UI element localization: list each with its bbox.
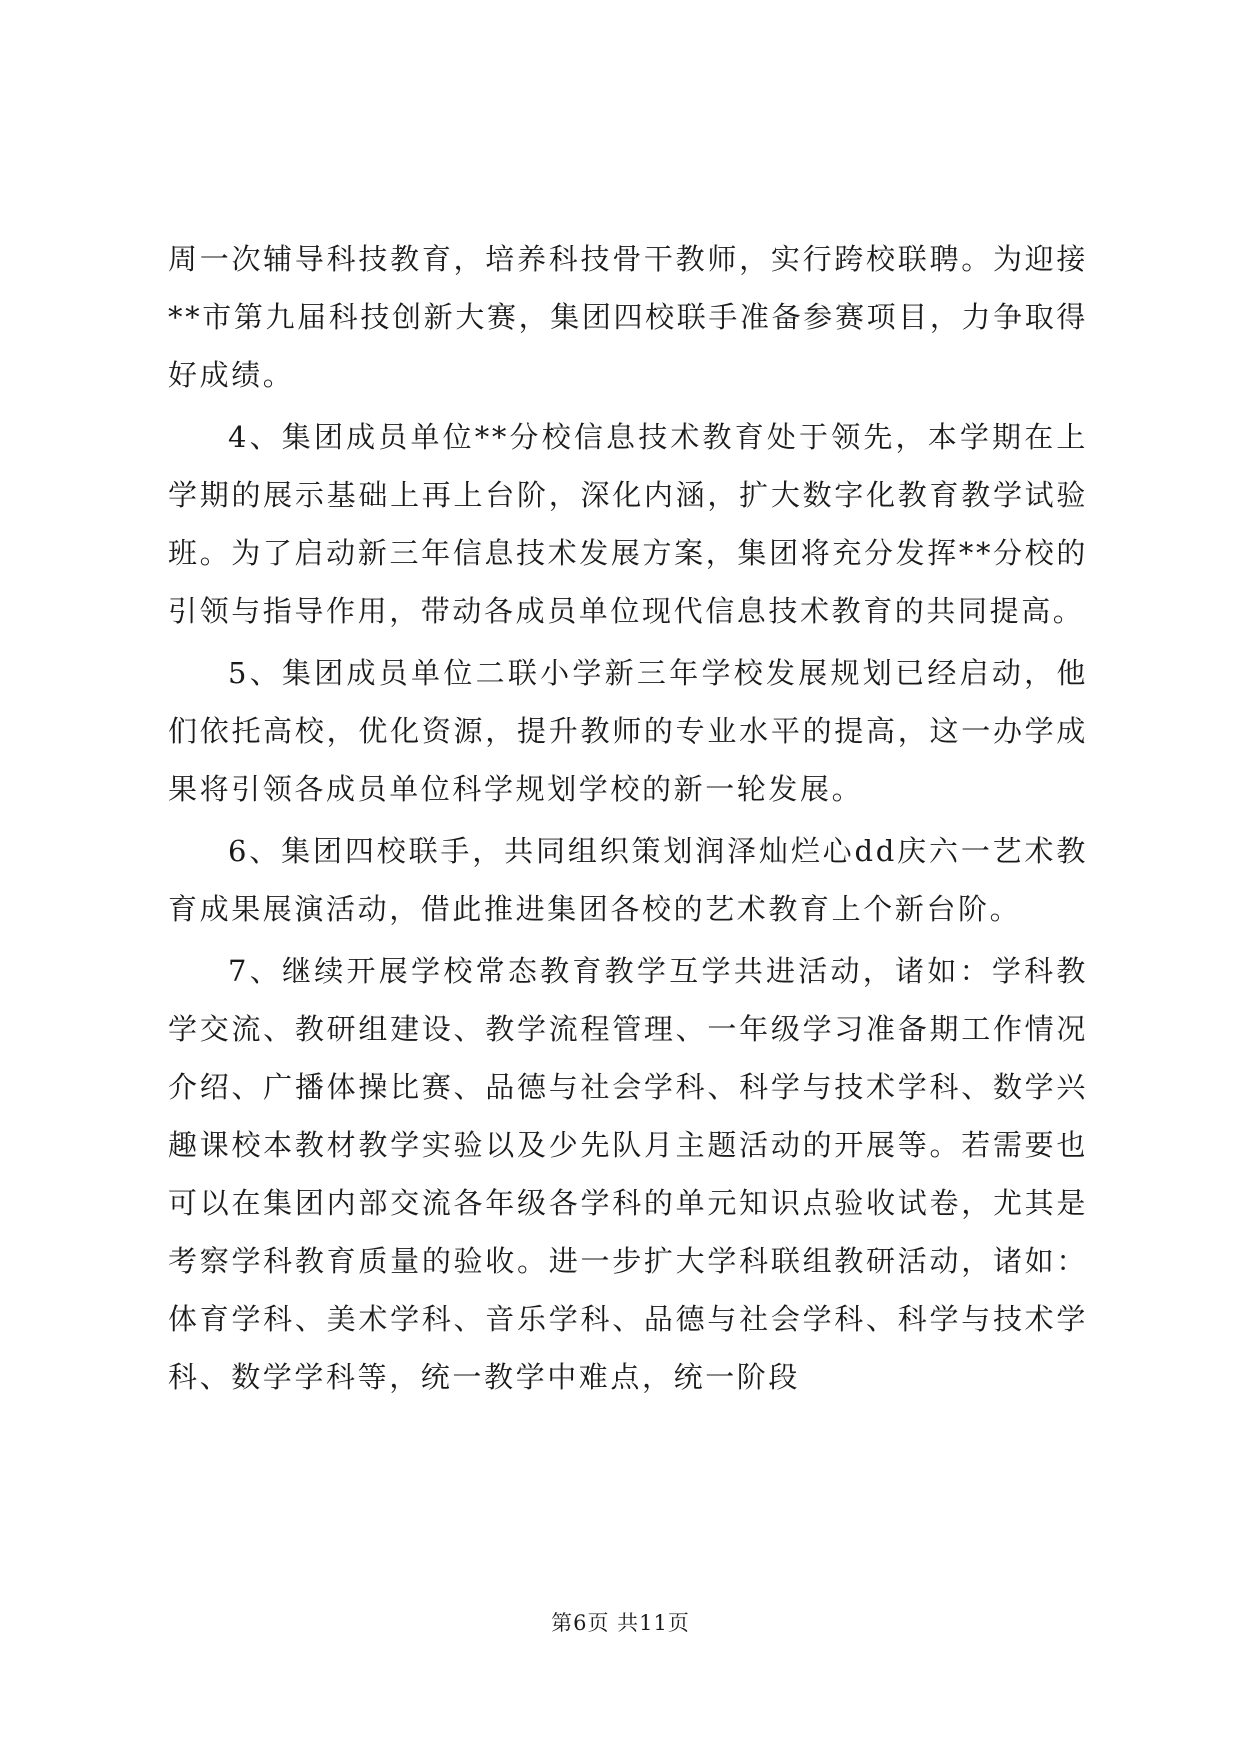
paragraph-3: 5、集团成员单位二联小学新三年学校发展规划已经启动，他们依托高校，优化资源，提升教师的专业水平的提高，这一办学成果将引领各成员单位科学规划学校的新一轮发展。 bbox=[168, 656, 1088, 806]
paragraph-1: 周一次辅导科技教育，培养科技骨干教师，实行跨校联聘。为迎接**市第九届科技创新大赛，集团四校联手准备参赛项目，力争取得好成绩。 bbox=[168, 242, 1088, 392]
paragraph-4: 6、集团四校联手，共同组织策划润泽灿烂心dd庆六一艺术教育成果展演活动，借此推进集团各校的艺术教育上个新台阶。 bbox=[168, 834, 1088, 926]
paragraph-2: 4、集团成员单位**分校信息技术教育处于领先，本学期在上学期的展示基础上再上台阶，深化内涵，扩大数字化教育教学试验班。为了启动新三年信息技术发展方案，集团将充分发挥**分校的引领与指导作用，带动各成员单位现代信息技术教育的共同提高。 bbox=[168, 420, 1088, 628]
document-body bbox=[168, 230, 1088, 1410]
paragraph-5: 7、继续开展学校常态教育教学互学共进活动，诸如：学科教学交流、教研组建设、教学流程管理、一年级学习准备期工作情况介绍、广播体操比赛、品德与社会学科、科学与技术学科、数学兴趣课校本教材教学实验以及少先队月主题活动的开展等。若需要也可以在集团内部交流各年级各学科的单元知识点验收试卷，尤其是考察学科教育质量的验收。进一步扩大学科联组教研活动，诸如：体育学科、美术学科、音乐学科、品德与社会学科、科学与技术学科、数学学科等，统一教学中难点，统一阶段 bbox=[168, 954, 1088, 1394]
page-footer: 第6页 共11页 bbox=[551, 1611, 690, 1635]
